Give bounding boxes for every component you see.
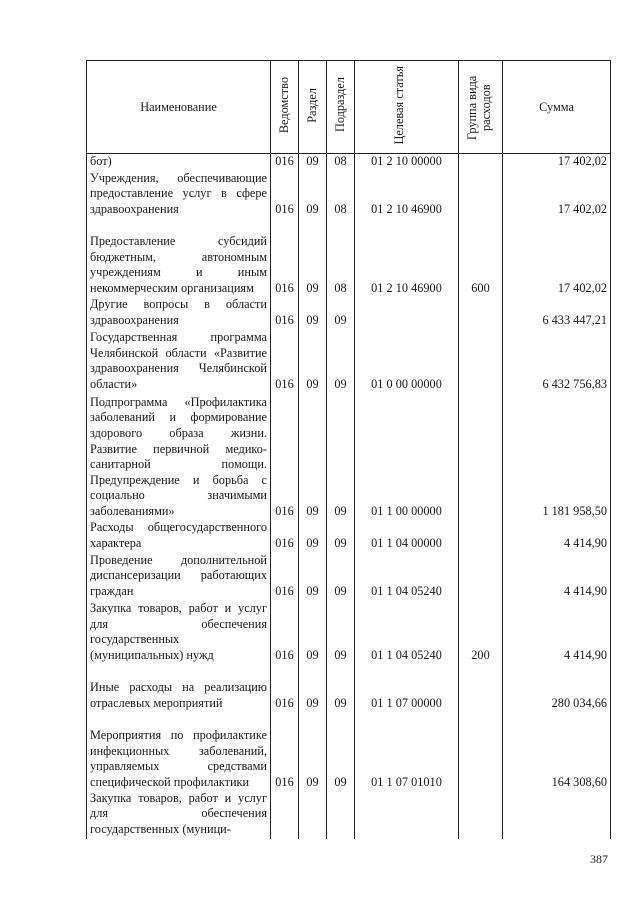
row-section: 09 (299, 218, 327, 297)
header-target-article: Целевая статья (355, 61, 459, 154)
row-name: Закупка товаров, работ и услуг для обеспечения государственных (муниципальных) нужд (87, 600, 271, 664)
row-subsection: 09 (327, 600, 355, 664)
row-name: Проведение дополнительной диспансеризации работающих граждан (87, 552, 271, 600)
header-name: Наименование (87, 61, 271, 154)
row-department: 016 (271, 297, 299, 329)
row-amount: 4 414,90 (503, 520, 611, 552)
row-target-article: 01 1 07 01010 (355, 712, 459, 791)
table-row (87, 520, 611, 552)
row-name: Другие вопросы в области здравоохранения (87, 297, 271, 329)
row-expense-group (459, 664, 503, 712)
row-department: 016 (271, 712, 299, 791)
table-row (87, 297, 611, 329)
table-row (87, 791, 611, 839)
row-amount: 4 414,90 (503, 600, 611, 664)
budget-table (86, 60, 611, 839)
row-amount: 6 433 447,21 (503, 297, 611, 329)
row-expense-group (459, 154, 503, 170)
row-section: 09 (299, 552, 327, 600)
table-row (87, 712, 611, 791)
row-section: 09 (299, 712, 327, 791)
row-subsection: 09 (327, 712, 355, 791)
row-amount: 280 034,66 (503, 664, 611, 712)
table-row (87, 552, 611, 600)
table-row (87, 600, 611, 664)
row-name: Иные расходы на реализацию отраслевых мероприятий (87, 664, 271, 712)
row-subsection: 08 (327, 218, 355, 297)
row-department: 016 (271, 170, 299, 218)
header-expense-group: Группа вида расходов (459, 61, 503, 154)
header-subsection: Подраздел (327, 61, 355, 154)
row-section: 09 (299, 297, 327, 329)
row-name: Государственная программа Челябинской области «Развитие здравоохранения Челябинской области» (87, 329, 271, 393)
row-amount: 4 414,90 (503, 552, 611, 600)
row-section (299, 791, 327, 839)
row-department: 016 (271, 552, 299, 600)
row-subsection: 09 (327, 297, 355, 329)
row-expense-group: 200 (459, 600, 503, 664)
row-section: 09 (299, 329, 327, 393)
row-expense-group (459, 791, 503, 839)
row-name: бот) (87, 154, 271, 170)
row-target-article: 01 1 04 00000 (355, 520, 459, 552)
row-name: Расходы общегосударственного характера (87, 520, 271, 552)
row-expense-group (459, 393, 503, 520)
row-name: Предоставление субсидий бюджетным, автономным учреждениям и иным некоммерческим организациям (87, 218, 271, 297)
row-section: 09 (299, 170, 327, 218)
row-target-article: 01 1 00 00000 (355, 393, 459, 520)
row-target-article: 01 2 10 00000 (355, 154, 459, 170)
table-row (87, 154, 611, 170)
row-expense-group (459, 520, 503, 552)
table-row (87, 664, 611, 712)
row-section: 09 (299, 393, 327, 520)
row-amount: 17 402,02 (503, 218, 611, 297)
row-target-article: 01 1 07 00000 (355, 664, 459, 712)
row-target-article (355, 791, 459, 839)
row-name: Мероприятия по профилактике инфекционных заболеваний, управляемых средствами специфической профилактики (87, 712, 271, 791)
row-department: 016 (271, 600, 299, 664)
row-subsection: 09 (327, 552, 355, 600)
page-number: 387 (590, 852, 608, 866)
table-row (87, 170, 611, 218)
table-row (87, 329, 611, 393)
row-name: Подпрограмма «Профилактика заболеваний и формирование здорового образа жизни. Развитие первичной медико-санитарной помощи. Предупреждение и борьба с социально значимыми заболеваниями» (87, 393, 271, 520)
row-name: Закупка товаров, работ и услуг для обеспечения государственных (муници- (87, 791, 271, 839)
row-subsection: 08 (327, 154, 355, 170)
row-amount: 17 402,02 (503, 170, 611, 218)
row-target-article (355, 297, 459, 329)
row-expense-group: 600 (459, 218, 503, 297)
table-header-row (87, 61, 611, 154)
header-section: Раздел (299, 61, 327, 154)
header-amount: Сумма (503, 61, 611, 154)
row-subsection: 09 (327, 664, 355, 712)
row-department: 016 (271, 664, 299, 712)
row-section: 09 (299, 664, 327, 712)
row-department: 016 (271, 393, 299, 520)
row-target-article: 01 1 04 05240 (355, 552, 459, 600)
row-department: 016 (271, 329, 299, 393)
row-expense-group (459, 170, 503, 218)
row-expense-group (459, 552, 503, 600)
row-amount: 17 402,02 (503, 154, 611, 170)
row-subsection: 09 (327, 520, 355, 552)
row-target-article: 01 2 10 46900 (355, 218, 459, 297)
table-row (87, 218, 611, 297)
row-section: 09 (299, 600, 327, 664)
row-expense-group (459, 297, 503, 329)
table-row (87, 393, 611, 520)
row-subsection: 09 (327, 393, 355, 520)
row-subsection: 08 (327, 170, 355, 218)
row-subsection: 09 (327, 329, 355, 393)
row-section: 09 (299, 520, 327, 552)
row-expense-group (459, 712, 503, 791)
row-subsection (327, 791, 355, 839)
row-amount (503, 791, 611, 839)
row-amount: 6 432 756,83 (503, 329, 611, 393)
row-expense-group (459, 329, 503, 393)
row-amount: 164 308,60 (503, 712, 611, 791)
row-name: Учреждения, обеспечивающие предоставление услуг в сфере здравоохранения (87, 170, 271, 218)
row-target-article: 01 1 04 05240 (355, 600, 459, 664)
row-target-article: 01 2 10 46900 (355, 170, 459, 218)
row-department: 016 (271, 520, 299, 552)
row-amount: 1 181 958,50 (503, 393, 611, 520)
row-section: 09 (299, 154, 327, 170)
header-department: Ведомство (271, 61, 299, 154)
row-target-article: 01 0 00 00000 (355, 329, 459, 393)
row-department: 016 (271, 218, 299, 297)
row-department (271, 791, 299, 839)
row-department: 016 (271, 154, 299, 170)
